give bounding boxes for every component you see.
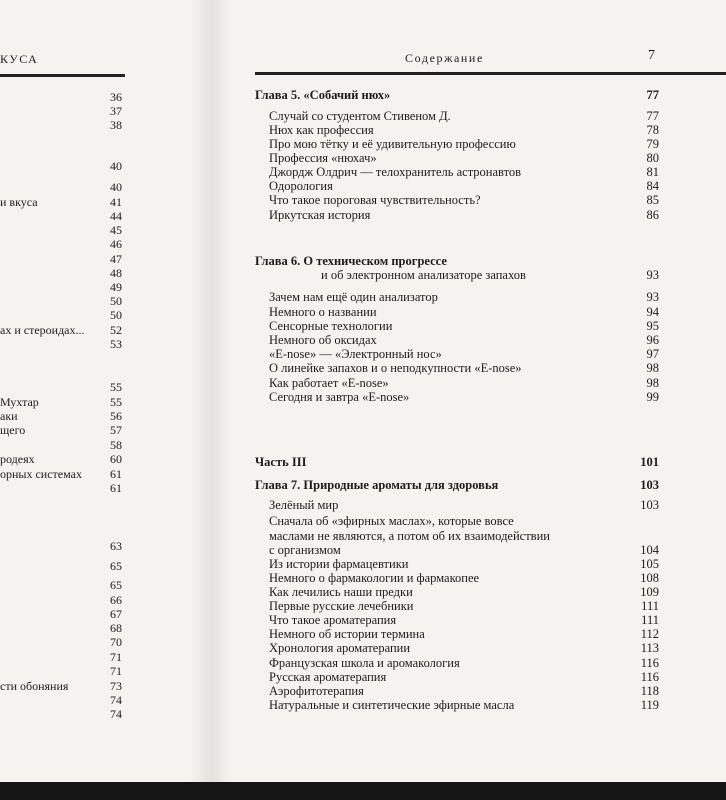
toc-entry-page: 60 [110,452,122,466]
toc-entry [0,180,122,194]
right-page-header: Содержание [405,51,484,65]
toc-entry [255,599,659,614]
toc-entry-page: 77 [646,109,659,123]
toc-entry-title: ах и стероидах... [0,323,85,337]
toc-entry-page: 103 [640,498,659,512]
toc-entry-page: 95 [646,319,659,333]
toc-entry-title: Немного о фармакологии и фармакопее [269,571,480,585]
toc-entry-page: 70 [110,635,122,649]
toc-entry-page: 65 [110,578,122,592]
toc-entry-page: 119 [640,698,659,712]
toc-entry [0,104,122,118]
toc-entry [0,559,122,573]
toc-entry [0,223,122,237]
toc-entry-page: 80 [646,151,659,165]
toc-entry-page: 116 [640,670,659,684]
right-page-number: 7 [648,48,655,63]
toc-entry [0,438,122,452]
toc-entry-page: 47 [110,252,122,266]
toc-entry [255,109,659,124]
toc-entry-page: 108 [640,571,659,585]
toc-entry-page: 57 [110,423,122,437]
toc-entry-page: 73 [110,679,122,693]
toc-entry-title: Глава 7. Природные ароматы для здоровья [255,478,499,492]
toc-entry-page: 36 [110,90,122,104]
toc-entry [255,376,659,391]
toc-entry-title: Аэрофитотерапия [269,684,364,698]
toc-entry-title: Немного о названии [269,305,377,319]
toc-entry [0,467,122,481]
toc-entry [255,627,659,642]
toc-entry-title: Зелёный мир [269,498,339,512]
toc-entry-title: Глава 6. О техническом прогрессе [255,254,447,268]
toc-entry [0,280,122,294]
toc-entry-page: 101 [640,455,659,469]
toc-entry-title: сти обоняния [0,679,69,693]
toc-entry-page: 86 [646,208,659,222]
toc-entry-page: 67 [110,607,122,621]
toc-entry-page: 52 [110,323,122,337]
toc-entry-page: 111 [641,613,659,627]
toc-entry-title: Иркутская история [269,208,371,222]
toc-entry-page: 50 [110,294,122,308]
toc-entry [255,165,659,180]
toc-entry [255,390,659,405]
toc-entry [0,593,122,607]
toc-entry [255,179,659,194]
toc-entry [0,635,122,649]
toc-entry [0,607,122,621]
toc-entry-title: Первые русские лечебники [269,599,414,613]
toc-entry-page: 63 [110,539,122,553]
toc-entry-page: 49 [110,280,122,294]
toc-entry-title: Французская школа и аромакология [269,656,460,670]
toc-entry [255,498,659,513]
toc-entry [255,698,659,713]
toc-entry [0,237,122,251]
toc-entry [0,578,122,592]
toc-entry [255,290,659,305]
toc-entry-title: «E-nose» — «Электронный нос» [269,347,442,361]
toc-entry [255,208,659,223]
toc-entry [0,409,122,423]
toc-entry-title: Из истории фармацевтики [269,557,409,571]
toc-entry [255,305,659,320]
toc-entry [0,664,122,678]
toc-entry-page: 85 [646,193,659,207]
toc-entry-title: Джордж Олдрич — телохранитель астронавтов [269,165,522,179]
toc-entry-page: 84 [646,179,659,193]
toc-entry [0,539,122,553]
toc-entry-title: Мухтар [0,395,39,409]
toc-heading [255,455,659,470]
toc-entry [0,323,122,337]
toc-entry [0,118,122,132]
toc-entry [0,481,122,495]
toc-entry-title: родеях [0,452,35,466]
toc-entry [0,380,122,394]
toc-entry-title: маслами не являются, а потом об их взаимодействии [269,529,550,543]
right-header-rule [255,72,726,75]
toc-entry [0,159,122,173]
toc-entry [0,707,122,721]
toc-entry [255,641,659,656]
toc-entry-title: Как лечились наши предки [269,585,413,599]
toc-heading [255,254,659,269]
toc-entry [0,679,122,693]
toc-entry-title: Русская ароматерапия [269,670,387,684]
left-page-header: КУСА [0,52,39,66]
toc-entry-title: щего [0,423,26,437]
toc-entry [255,656,659,671]
toc-entry-page: 111 [641,599,659,613]
toc-entry-page: 50 [110,308,122,322]
toc-entry-page: 44 [110,209,122,223]
toc-entry [255,585,659,600]
toc-entry-title: Про мою тётку и её удивительную профессию [269,137,516,151]
toc-entry [0,693,122,707]
toc-entry [0,650,122,664]
toc-entry [0,266,122,280]
toc-entry-title: Что такое ароматерапия [269,613,397,627]
toc-entry-page: 65 [110,559,122,573]
toc-entry [255,543,659,558]
toc-entry [0,308,122,322]
toc-entry-page: 96 [646,333,659,347]
toc-entry-page: 99 [646,390,659,404]
toc-entry [255,514,659,529]
toc-entry-page: 74 [110,693,122,707]
toc-entry [255,347,659,362]
toc-entry [0,90,122,104]
toc-entry-page: 116 [640,656,659,670]
toc-entry-title: Хронология ароматерапии [269,641,411,655]
toc-entry-title: Сначала об «эфирных маслах», которые вовсе [269,514,514,528]
toc-entry-title: Зачем нам ещё один анализатор [269,290,438,304]
toc-entry-title: Натуральные и синтетические эфирные масла [269,698,515,712]
toc-entry-title: Нюх как профессия [269,123,374,137]
toc-entry-page: 61 [110,467,122,481]
toc-entry-title: Немного об оксидах [269,333,377,347]
toc-entry-page: 61 [110,481,122,495]
toc-entry-title: и об электронном анализаторе запахов [321,268,526,282]
toc-entry [0,294,122,308]
toc-entry-title: О линейке запахов и о неподкупности «E-nose» [269,361,522,375]
toc-entry-page: 77 [646,88,659,102]
toc-entry-title: Что такое пороговая чувствительность? [269,193,481,207]
toc-entry [255,361,659,376]
toc-entry [0,423,122,437]
toc-entry [0,337,122,351]
toc-entry [0,209,122,223]
toc-entry [255,123,659,138]
book-gutter-shadow [190,0,230,800]
toc-entry [255,557,659,572]
toc-entry-page: 93 [646,290,659,304]
toc-entry-title: Немного об истории термина [269,627,425,641]
toc-entry-title: орных системах [0,467,82,481]
toc-entry [255,613,659,628]
toc-entry-title: с организмом [269,543,341,557]
toc-entry-page: 41 [110,195,122,209]
toc-entry-page: 45 [110,223,122,237]
scan-bottom-edge [0,782,726,800]
toc-entry-page: 38 [110,118,122,132]
toc-entry-title: аки [0,409,18,423]
toc-entry [255,333,659,348]
toc-entry-page: 118 [640,684,659,698]
toc-entry-page: 56 [110,409,122,423]
toc-entry-page: 58 [110,438,122,452]
toc-entry-title: и вкуса [0,195,38,209]
toc-heading [255,88,659,103]
toc-entry-page: 103 [640,478,659,492]
toc-entry-page: 104 [640,543,659,557]
toc-entry-page: 48 [110,266,122,280]
toc-entry-page: 46 [110,237,122,251]
toc-entry-title: Сегодня и завтра «E-nose» [269,390,410,404]
toc-entry-title: Часть III [255,455,307,469]
toc-entry [255,151,659,166]
toc-entry-page: 105 [640,557,659,571]
toc-entry-page: 98 [646,376,659,390]
toc-entry-title: Случай со студентом Стивеном Д. [269,109,451,123]
toc-entry-page: 97 [646,347,659,361]
toc-entry-title: Глава 5. «Собачий нюх» [255,88,391,102]
toc-entry-page: 55 [110,380,122,394]
toc-entry [0,621,122,635]
toc-entry-page: 71 [110,650,122,664]
toc-entry [0,252,122,266]
toc-entry [255,137,659,152]
left-header-rule [0,74,125,77]
toc-entry-page: 53 [110,337,122,351]
toc-entry [255,193,659,208]
toc-entry [255,268,659,283]
toc-entry-title: Профессия «нюхач» [269,151,377,165]
toc-entry-page: 66 [110,593,122,607]
toc-entry-page: 81 [646,165,659,179]
toc-entry-page: 94 [646,305,659,319]
toc-entry [255,571,659,586]
toc-entry-page: 40 [110,159,122,173]
toc-entry-title: Одорология [269,179,333,193]
toc-entry-page: 74 [110,707,122,721]
toc-entry-page: 40 [110,180,122,194]
toc-entry-page: 71 [110,664,122,678]
toc-entry [0,395,122,409]
toc-entry [255,319,659,334]
toc-entry-page: 78 [646,123,659,137]
toc-entry-page: 37 [110,104,122,118]
toc-entry-page: 98 [646,361,659,375]
toc-entry-page: 109 [640,585,659,599]
toc-entry-page: 113 [640,641,659,655]
toc-entry [255,529,659,544]
toc-entry-page: 55 [110,395,122,409]
toc-entry-title: Как работает «E-nose» [269,376,389,390]
toc-entry-page: 68 [110,621,122,635]
toc-entry [255,684,659,699]
toc-entry [0,195,122,209]
toc-entry [0,452,122,466]
toc-entry-page: 93 [646,268,659,282]
toc-entry [255,670,659,685]
toc-heading [255,478,659,493]
toc-entry-page: 79 [646,137,659,151]
toc-entry-page: 112 [640,627,659,641]
toc-entry-title: Сенсорные технологии [269,319,393,333]
